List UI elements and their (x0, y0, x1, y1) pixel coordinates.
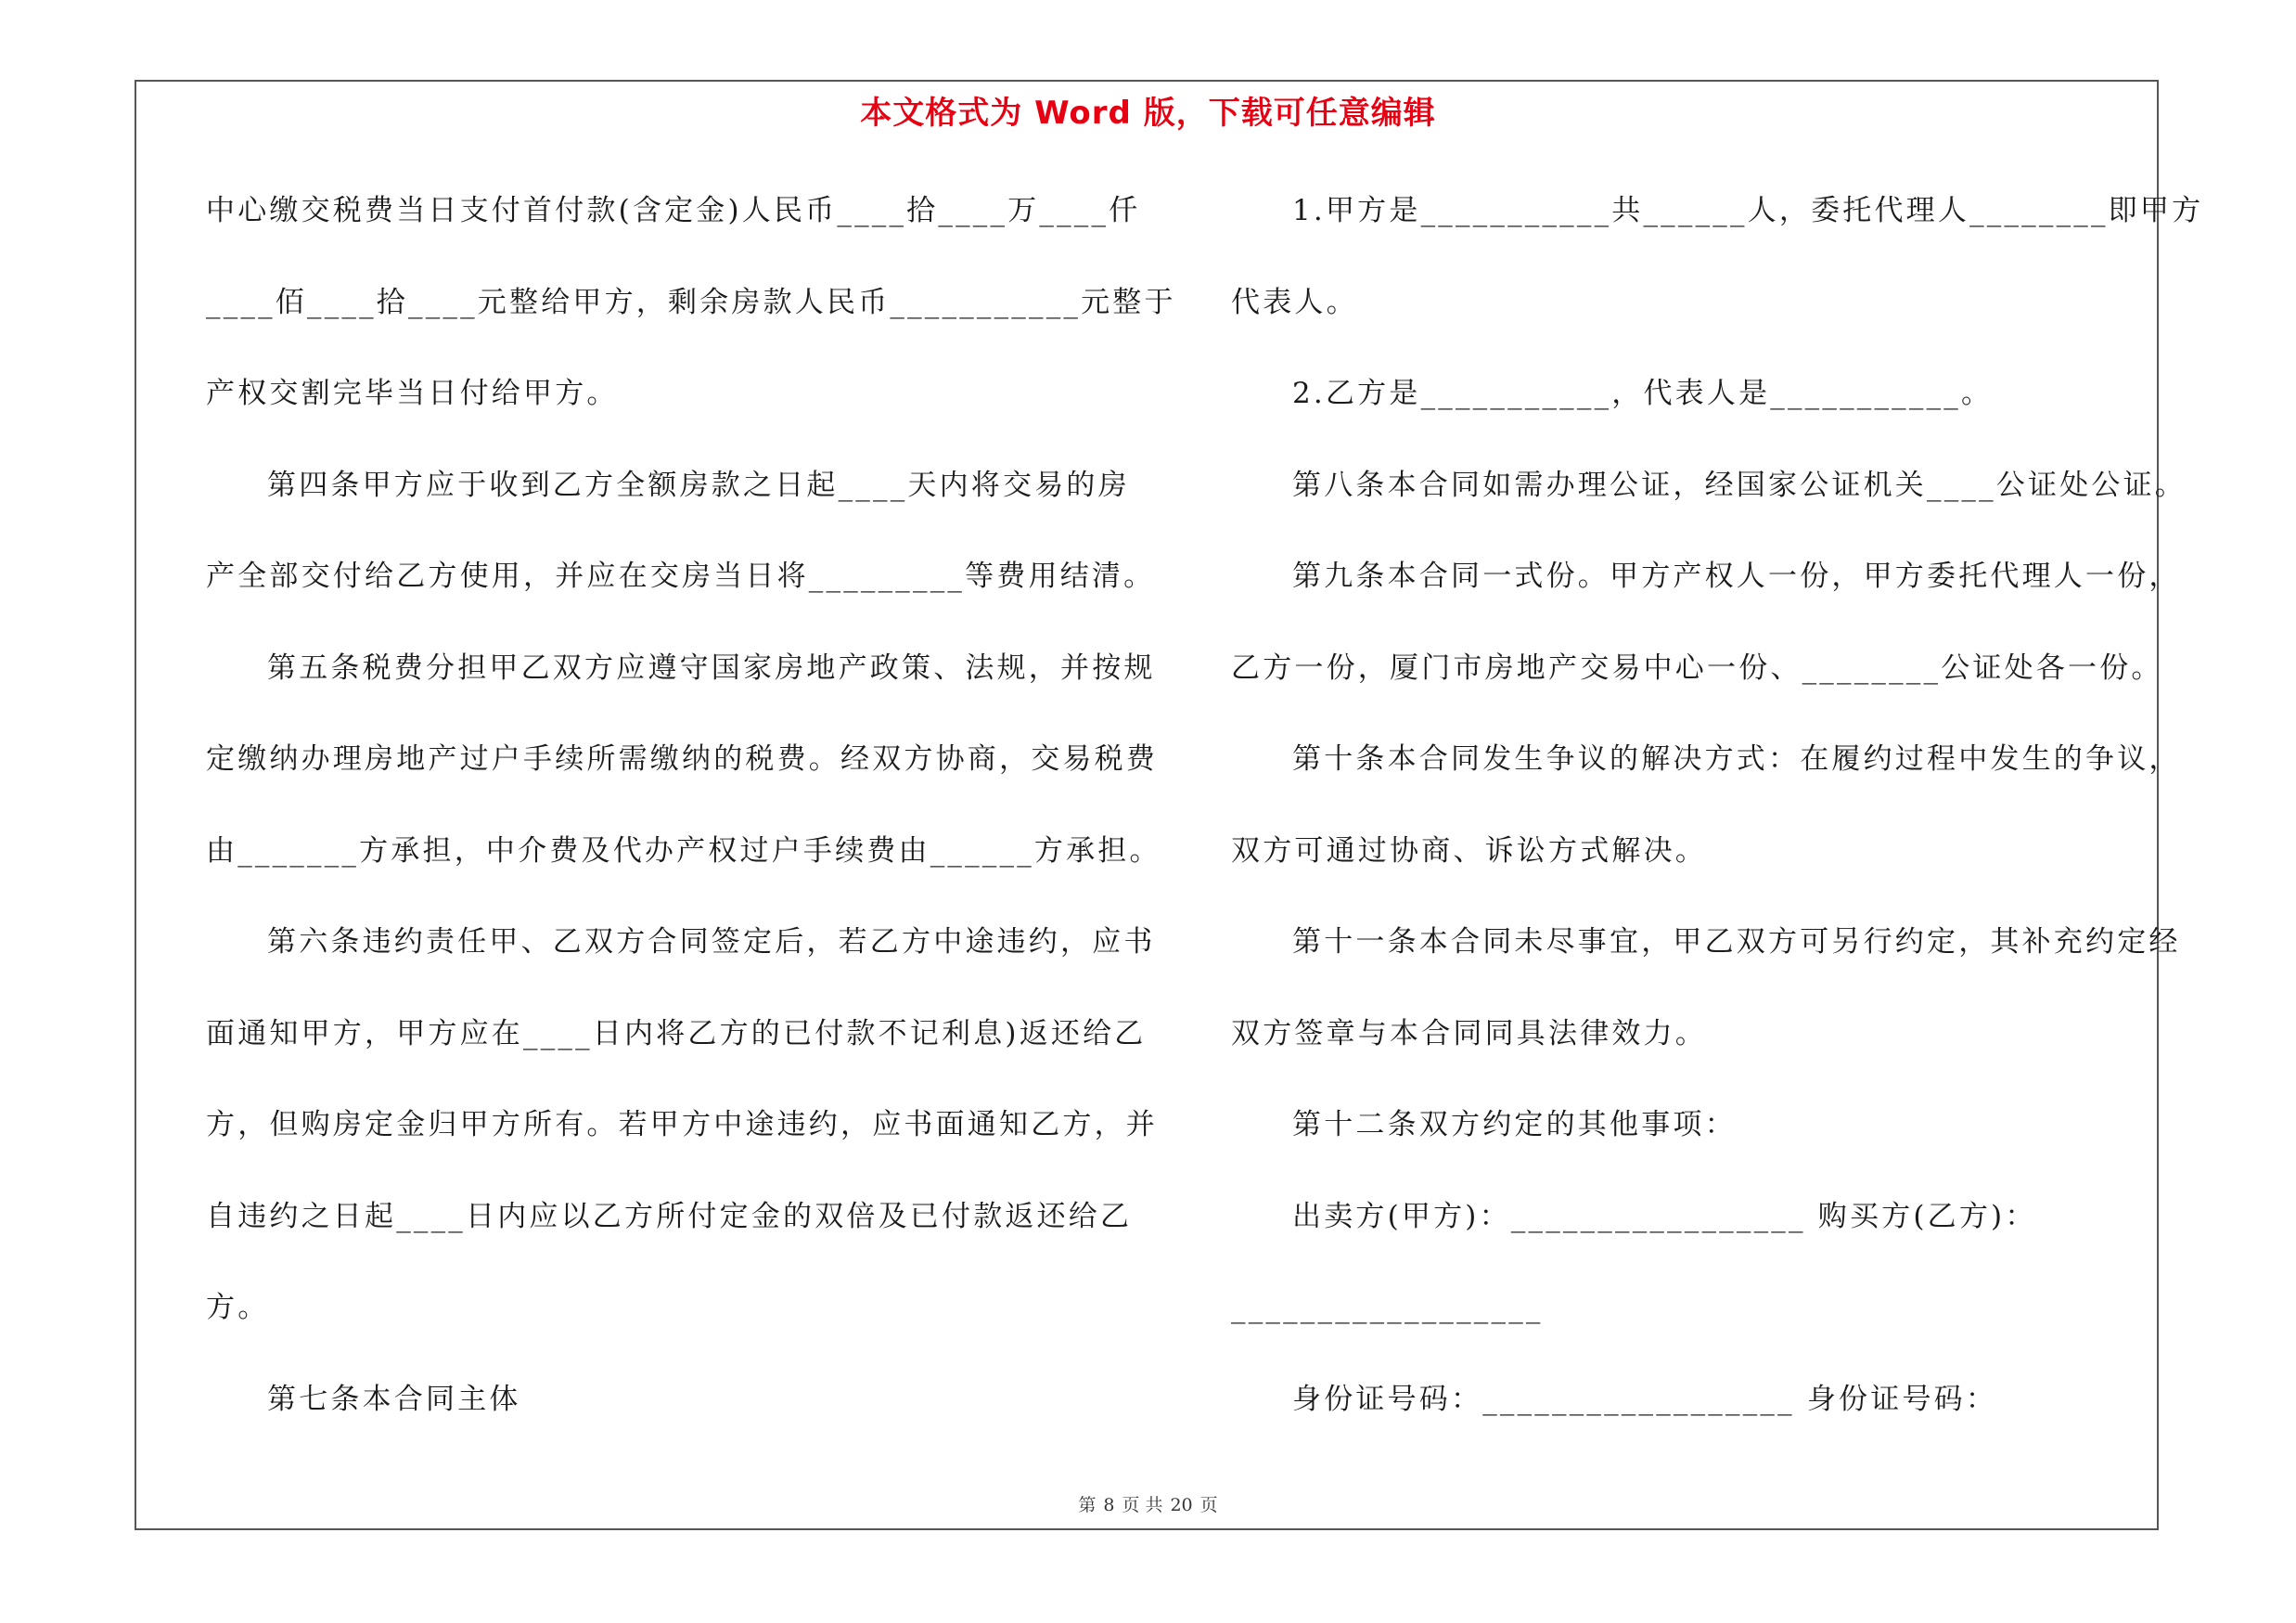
paragraph-line: 方，但购房定金归甲方所有。若甲方中途违约，应书面通知乙方，并 (206, 1108, 1158, 1141)
left-column (206, 181, 1176, 1461)
paragraph-line: 定缴纳办理房地产过户手续所需缴纳的税费。经双方协商，交易税费 (206, 742, 1158, 776)
id-number-line: 身份证号码：__________________ 身份证号码： (1292, 1382, 1998, 1416)
footer-suffix: 页 (1199, 1495, 1218, 1515)
article-12-line: 第十二条双方约定的其他事项： (1292, 1108, 1737, 1141)
paragraph-line: 自违约之日起____日内应以乙方所付定金的双倍及已付款返还给乙 (206, 1199, 1133, 1233)
signature-blank-line: __________________ (1231, 1291, 1544, 1324)
article-7-line: 第七条本合同主体 (267, 1382, 521, 1416)
paragraph-line: 面通知甲方，甲方应在____日内将乙方的已付款不记利息)返还给乙 (206, 1016, 1147, 1050)
article-8-line: 第八条本合同如需办理公证，经国家公证机关____公证处公证。 (1292, 468, 2187, 502)
article-6-line: 第六条违约责任甲、乙双方合同签定后，若乙方中途违约，应书 (267, 925, 1156, 959)
article-9-line: 第九条本合同一式份。甲方产权人一份，甲方委托代理人一份， (1292, 560, 2181, 593)
article-11-line: 第十一条本合同未尽事宜，甲乙双方可另行约定，其补充约定经 (1292, 925, 2181, 959)
paragraph-line: 代表人。 (1231, 285, 1358, 319)
footer-mid: 页 共 (1122, 1495, 1163, 1515)
paragraph-line: 双方可通过协商、诉讼方式解决。 (1231, 833, 1707, 868)
paragraph-line: ____佰____拾____元整给甲方，剩余房款人民币___________元整于 (206, 285, 1176, 319)
page-number-footer (0, 1491, 2296, 1516)
article-4-line: 第四条甲方应于收到乙方全额房款之日起____天内将交易的房 (267, 468, 1130, 502)
paragraph-line: 产权交割完毕当日付给甲方。 (206, 377, 619, 410)
party-b-line: 2.乙方是___________，代表人是___________。 (1292, 377, 1994, 410)
right-column (1231, 181, 2204, 1461)
party-a-line: 1.甲方是___________共______人，委托代理人________即甲方 (1292, 194, 2204, 227)
paragraph-line: 由_______方承担，中介费及代办产权过户手续费由______方承担。 (206, 833, 1161, 868)
paragraph-line: 乙方一份，厦门市房地产交易中心一份、________公证处各一份。 (1231, 650, 2163, 685)
paragraph-line: 中心缴交税费当日支付首付款(含定金)人民币____拾____万____仟 (206, 194, 1141, 227)
paragraph-line: 双方签章与本合同同具法律效力。 (1231, 1016, 1707, 1050)
signature-seller-buyer-line: 出卖方(甲方)：_________________ 购买方(乙方)： (1292, 1199, 2037, 1233)
article-10-line: 第十条本合同发生争议的解决方式：在履约过程中发生的争议， (1292, 742, 2181, 776)
format-banner: 本文格式为 Word 版，下载可任意编辑 (860, 95, 1436, 132)
current-page-number: 8 (1103, 1495, 1115, 1515)
footer-prefix: 第 (1078, 1495, 1097, 1515)
total-page-number: 20 (1170, 1495, 1193, 1515)
paragraph-line: 方。 (206, 1291, 270, 1324)
paragraph-line: 产全部交付给乙方使用，并应在交房当日将_________等费用结清。 (206, 560, 1156, 593)
article-5-line: 第五条税费分担甲乙双方应遵守国家房地产政策、法规，并按规 (267, 650, 1156, 685)
